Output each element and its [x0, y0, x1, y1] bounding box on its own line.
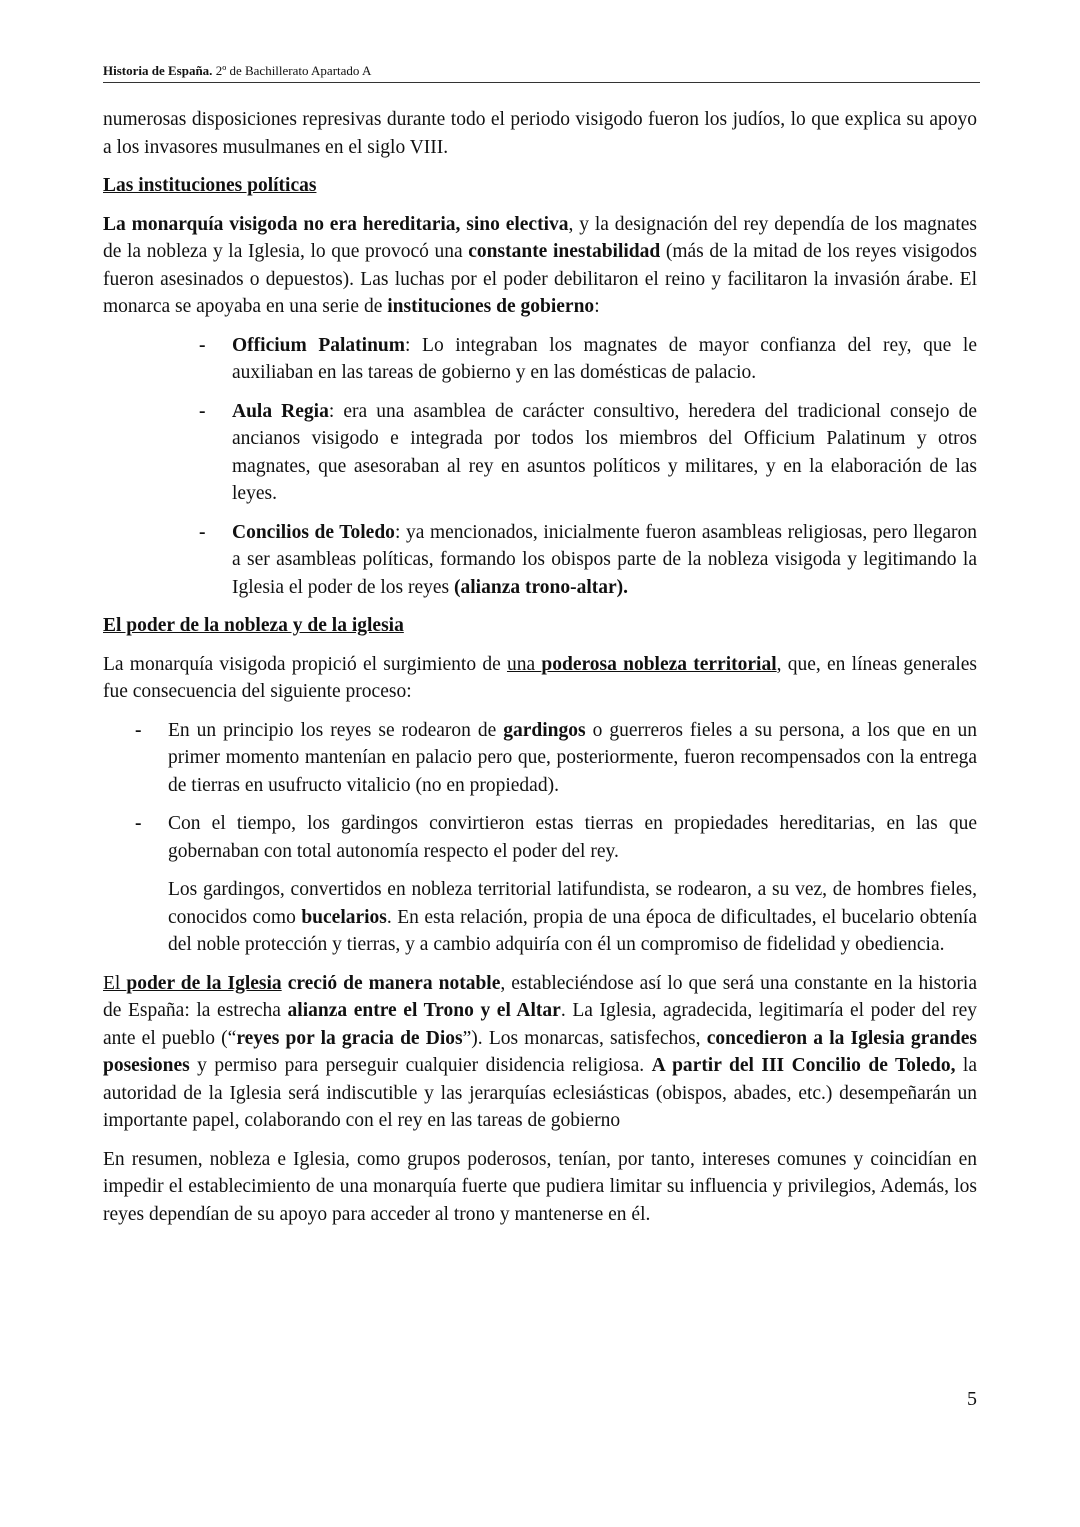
list-item-hereditary	[103, 810, 977, 865]
bold-text: concedieron a la Iglesia grandes posesiones	[103, 1027, 977, 1076]
underlined-text: una	[506, 653, 542, 675]
page-content	[103, 106, 977, 1239]
list-item-concilios	[103, 519, 977, 602]
paragraph-summary: En resumen, nobleza e Iglesia, como grupos poderosos, tenían, por tanto, intereses comunes y coincidían en impedir el establecimiento de una monarquía fuerte que pudiera limitar su influencia y privilegios, Además, los reyes dependían de su apoyo para acceder al trono y mantenerse en él.	[103, 1148, 977, 1225]
bold-text: instituciones de gobierno	[387, 296, 595, 317]
text-span: . En esta relación, propia de una época de dificultades, el bucelario obtenía del noble protección y tierras, y a cambio adquiría con él un compromiso de fidelidad y obediencia.	[168, 906, 978, 955]
institution-text: : ya mencionados, inicialmente fueron asambleas religiosas, pero llegaron a ser asambleas políticas, formando los obispos parte de la nobleza visigoda y legitimando la Iglesia el poder de los reyes	[232, 521, 977, 598]
text-span: , que, en líneas generales fue consecuencia del siguiente proceso:	[103, 653, 978, 702]
paragraph-jews: numerosas disposiciones represivas durante todo el periodo visigodo fueron los judíos, lo que explica su apoyo a los invasores musulmanes en el siglo VIII.	[103, 109, 977, 158]
institution-name: Officium Palatinum	[232, 334, 406, 356]
text-span: o guerreros fieles a su persona, a los que en un primer momento mantenían en palacio pero que, posteriormente, fueron recompensados con la entrega de tierras en usufructo vitalicio (no en propiedad).	[168, 719, 977, 796]
text-span: La monarquía visigoda propició el surgimiento de	[103, 653, 507, 675]
bold-text: constante inestabilidad	[468, 241, 661, 262]
bold-text: poder de la Iglesia	[126, 972, 282, 994]
text-span: . La Iglesia, agradecida, legitimaría el poder del rey ante el pueblo (“	[103, 1000, 977, 1049]
bold-text: reyes por la gracia de Dios	[236, 1027, 463, 1049]
text-span: En un principio los reyes se rodearon de	[168, 719, 504, 741]
text-span: ”). Los monarcas, satisfechos,	[462, 1027, 707, 1049]
list-item-gardingos	[103, 717, 977, 800]
text-span: Los gardingos, convertidos en nobleza territorial latifundista, se rodearon, a su vez, de hombres fieles, conocidos como	[168, 879, 977, 928]
paragraph-monarchy	[103, 211, 977, 321]
header-title-bold: Historia de España.	[103, 63, 213, 78]
text-span: Con el tiempo, los gardingos convirtieron estas tierras en propiedades hereditarias, en las que gobernaban con total autonomía respecto el poder del rey.	[168, 813, 977, 862]
bold-text: alianza entre el Trono y el Altar	[287, 1000, 561, 1021]
heading-political-institutions: Las instituciones políticas	[103, 175, 317, 196]
bold-text: poderosa nobleza territorial	[541, 653, 777, 675]
underlined-text: El	[103, 972, 127, 994]
text-span: , y la designación del rey dependía de los magnates de la nobleza y la Iglesia, lo que provocó una	[103, 213, 977, 262]
bullet-dash: -	[199, 334, 206, 356]
text-span: la autoridad de la Iglesia será indiscutible y las jerarquías eclesiásticas (obispos, abades, etc.) desempeñarán un importante papel, colaborando con el rey en las tareas de gobierno	[103, 1055, 977, 1131]
institution-extra: (alianza trono-altar).	[454, 576, 629, 598]
list-item-aula-regia	[103, 398, 977, 508]
heading-nobility-church: El poder de la nobleza y de la iglesia	[103, 615, 404, 636]
bold-text: A partir del III Concilio de Toledo,	[651, 1055, 956, 1076]
header-title-rest: 2º de Bachillerato Apartado A	[212, 63, 372, 78]
paragraph-nobility	[103, 651, 977, 706]
bullet-dash: -	[135, 719, 142, 741]
bullet-dash: -	[199, 400, 206, 422]
bullet-dash: -	[199, 521, 206, 543]
bold-text: gardingos	[503, 719, 586, 741]
text-span: (más de la mitad de los reyes visigodos fueron asesinados o depuestos). Las luchas por el poder debilitaron el reino y facilitaron la invasión árabe. El monarca se apoyaba en una serie de	[103, 241, 977, 317]
institution-text: : era una asamblea de carácter consultivo, heredera del tradicional consejo de ancianos visigodo e integrada por todos los miembros del Officium Palatinum y otros magnates, que asesoraban al rey en asuntos políticos y militares, y en la elaboración de las leyes.	[232, 400, 977, 504]
text-span: y permiso para perseguir cualquier disidencia religiosa.	[189, 1055, 652, 1076]
underlined-text	[541, 654, 776, 675]
bold-text: bucelarios	[301, 906, 387, 928]
page-header	[103, 62, 980, 83]
bold-text: La monarquía visigoda no era hereditaria, sino electiva	[103, 213, 569, 235]
text-span: :	[594, 296, 600, 317]
bold-text: creció de manera notable	[281, 972, 501, 994]
underlined-text	[126, 973, 281, 994]
paragraph-church-power	[103, 970, 977, 1135]
institution-name: Concilios de Toledo	[232, 521, 395, 543]
text-span: , estableciéndose así lo que será una constante en la historia de España: la estrecha	[103, 972, 978, 1021]
paragraph-bucelarios	[103, 876, 977, 959]
list-item-officium	[103, 332, 977, 387]
institution-text: : Lo integraban los magnates de mayor confianza del rey, que le auxiliaban en las tareas de gobierno y en las domésticas de palacio.	[232, 334, 977, 383]
page-number: 5	[967, 1388, 977, 1410]
bullet-dash: -	[135, 813, 142, 834]
institution-name: Aula Regia	[232, 400, 329, 422]
